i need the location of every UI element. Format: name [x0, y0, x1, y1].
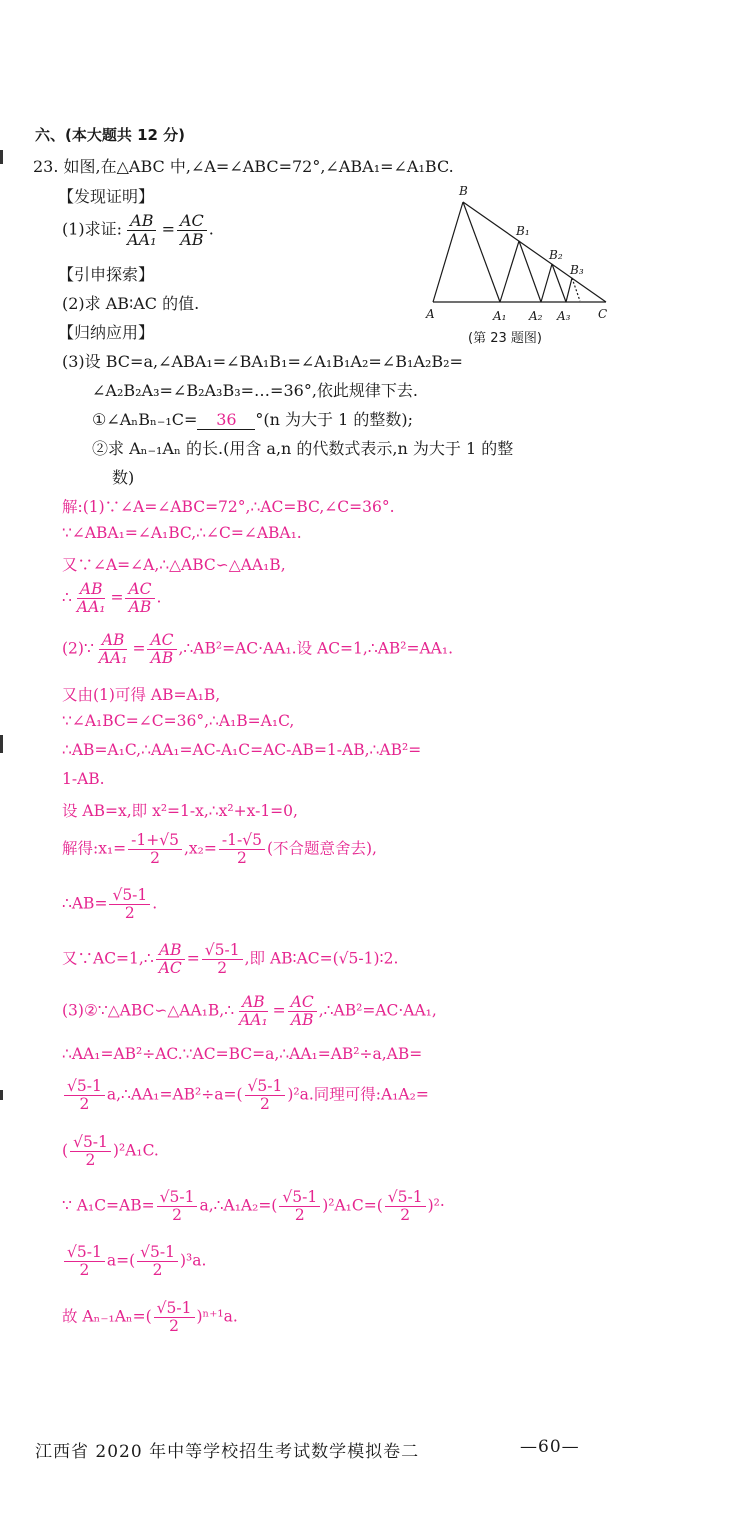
solution-line-18 — [62, 1189, 445, 1224]
l12-frac-den: 2 — [124, 904, 135, 923]
l05-prefix: (2)∵ — [62, 639, 94, 658]
q1-frac-right-den: AB — [180, 229, 204, 249]
footer-title: 江西省 2020 年中等学校招生考试数学模拟卷二 — [35, 1442, 420, 1462]
l18-frac3 — [385, 1189, 426, 1224]
l04-frac1 — [74, 581, 109, 616]
q3-sub1-suffix: °(n 为大于 1 的整数); — [255, 410, 414, 429]
l11-mid: ,x₂= — [184, 839, 217, 858]
question-3-sub1 — [92, 407, 413, 430]
tag-induce: 【归纳应用】 — [58, 323, 155, 342]
solution-line-8: ∴AB=A₁C,∴AA₁=AC-A₁C=AC-AB=1-AB,∴AB²= — [62, 741, 422, 759]
l04-frac2-num: AC — [125, 581, 154, 599]
l11-frac2-num: -1-√5 — [219, 832, 265, 850]
segment-A2B2 — [541, 264, 552, 302]
l13-prefix: 又∵AC=1,∴ — [62, 949, 154, 968]
label-A3: A₃ — [557, 309, 571, 323]
l11-prefix: 解得:x₁= — [62, 839, 127, 858]
page-number: —60— — [520, 1437, 580, 1457]
l11-frac2 — [219, 832, 265, 867]
l18-suffix: )²· — [427, 1196, 445, 1215]
l18-mid1: a,∴A₁A₂=( — [199, 1196, 278, 1215]
l18-frac3-den: 2 — [400, 1206, 411, 1225]
label-B3: B₃ — [570, 263, 584, 277]
l19-frac1 — [64, 1244, 105, 1279]
solution-line-17 — [62, 1134, 159, 1169]
l18-frac1 — [157, 1189, 198, 1224]
question-3-sub2-line2: 数) — [112, 468, 135, 487]
l20-suffix: )ⁿ⁺¹a. — [196, 1307, 238, 1326]
segment-A3B3 — [566, 278, 572, 302]
label-B2: B₂ — [549, 248, 563, 262]
solution-line-12: ∴AB= $\frac{√5-1}{2}$ . — [62, 886, 158, 923]
l13-suffix: ,即 AB∶AC=(√5-1)∶2. — [244, 949, 399, 968]
l12-prefix: ∴AB= — [62, 894, 108, 913]
label-B1: B₁ — [516, 224, 530, 238]
l05-frac1-den: AA₁ — [98, 649, 128, 668]
l20-frac-num: √5-1 — [154, 1300, 195, 1318]
solution-line-3: 又∵∠A=∠A,∴△ABC∽△AA₁B, — [62, 556, 286, 574]
l16-mid: a,∴AA₁=AB²÷a=( — [106, 1085, 243, 1104]
solution-line-20 — [62, 1300, 238, 1335]
solution-line-6: 又由(1)可得 AB=A₁B, — [62, 686, 221, 704]
l16-frac2-num: √5-1 — [245, 1078, 286, 1096]
l11-frac2-den: 2 — [236, 849, 247, 868]
l12-frac — [109, 887, 150, 922]
l19-suffix: )³a. — [179, 1251, 207, 1270]
l17-prefix: ( — [62, 1141, 69, 1160]
solution-line-5: (2)∵ $\frac{AB}{\text{AA₁}}$ = $\frac{AC}{AB}$ ,∴AB²=AC·AA₁.设 AC=1,∴AB²=AA₁. — [62, 631, 454, 668]
l18-frac2-num: √5-1 — [279, 1189, 320, 1207]
l05-frac2 — [147, 632, 176, 667]
l14-frac1 — [236, 994, 271, 1029]
l14-frac1-num: AB — [239, 994, 268, 1012]
l18-frac1-num: √5-1 — [157, 1189, 198, 1207]
binding-edge-mark — [0, 735, 3, 753]
l16-frac-num: √5-1 — [64, 1078, 105, 1096]
l14-frac1-den: AA₁ — [239, 1011, 268, 1030]
solution-line-11 — [62, 832, 377, 867]
question-3-sub2-line1: ②求 Aₙ₋₁Aₙ 的长.(用含 a,n 的代数式表示,n 为大于 1 的整 — [92, 439, 514, 458]
l05-frac1-num: AB — [99, 632, 128, 650]
l11-suffix: (不合题意舍去), — [266, 839, 377, 858]
l14-frac2-den: AB — [290, 1011, 314, 1030]
l05-frac2-num: AC — [147, 632, 176, 650]
l19-mid: a=( — [106, 1251, 136, 1270]
solution-line-16 — [62, 1078, 429, 1113]
problem-stem: 23. 如图,在△ABC 中,∠A=∠ABC=72°,∠ABA₁=∠A₁BC. — [33, 157, 454, 176]
l16-frac2-den: 2 — [260, 1095, 270, 1114]
l13-frac2-num: √5-1 — [202, 942, 243, 960]
l13-frac1-num: AB — [156, 942, 185, 960]
l05-frac2-den: AB — [150, 649, 174, 668]
q3-sub1-prefix: ①∠AₙBₙ₋₁C= — [92, 410, 198, 429]
solution-line-19 — [62, 1244, 206, 1279]
q1-frac-right-num: AC — [177, 212, 207, 231]
question-2: (2)求 AB∶AC 的值. — [62, 294, 200, 313]
q1-frac-left-num: AB — [127, 212, 156, 231]
side-AB — [433, 202, 463, 302]
solution-line-4: ∴ $\frac{AB}{\text{AA₁}}$ = $\frac{AC}{AB}$ . — [62, 580, 162, 617]
l16-frac2 — [245, 1078, 286, 1113]
figure-caption: (第 23 题图) — [468, 331, 542, 346]
solution-line-10: 设 AB=x,即 x²=1-x,∴x²+x-1=0, — [62, 802, 298, 820]
tag-discover: 【发现证明】 — [58, 187, 155, 206]
label-C: C — [598, 307, 608, 321]
l13-frac1 — [156, 942, 185, 977]
l19-frac1-num: √5-1 — [64, 1244, 105, 1262]
l17-suffix: )²A₁C. — [112, 1141, 159, 1160]
segment-B1A2 — [519, 241, 541, 302]
l04-frac1-num: AB — [77, 581, 106, 599]
l17-frac-den: 2 — [85, 1151, 96, 1170]
l18-mid2: )²A₁C=( — [322, 1196, 383, 1215]
solution-line-9: 1-AB. — [62, 770, 105, 788]
l14-suffix: ,∴AB²=AC·AA₁, — [318, 1001, 437, 1020]
l20-frac — [154, 1300, 195, 1335]
label-A: A — [426, 307, 435, 321]
l11-frac1-num: -1+√5 — [128, 832, 182, 850]
l17-frac-num: √5-1 — [70, 1134, 111, 1152]
l19-frac2-den: 2 — [152, 1261, 163, 1280]
q1-fraction-left — [124, 212, 160, 248]
binding-edge-mark — [0, 150, 3, 164]
side-BC — [463, 202, 606, 302]
l16-frac-den: 2 — [79, 1095, 90, 1114]
l11-frac1-den: 2 — [150, 849, 161, 868]
l12-frac-num: √5-1 — [109, 887, 150, 905]
l20-prefix: 故 Aₙ₋₁Aₙ=( — [62, 1307, 152, 1326]
q1-frac-left-den: AA₁ — [127, 229, 157, 249]
l04-frac2 — [125, 581, 154, 616]
l04-prefix: ∴ — [62, 588, 72, 607]
q1-fraction-right — [177, 212, 207, 248]
question-1: (1)求证: $\frac{AB}{\text{AA₁}}$ = $\frac{AC}{AB}$ . — [62, 211, 214, 249]
l04-frac2-den: AB — [128, 598, 152, 617]
solution-line-7: ∵∠A₁BC=∠C=36°,∴A₁B=A₁C, — [62, 712, 295, 730]
l19-frac2 — [137, 1244, 178, 1279]
solution-line-13: 又∵AC=1,∴ $\frac{AB}{AC}$ = $\frac{√5-1}{2}$ ,即 AB∶AC=(√5-1)∶2. — [62, 941, 399, 978]
l05-frac1 — [96, 632, 131, 667]
triangle-figure — [418, 180, 618, 350]
l11-frac1 — [128, 832, 182, 867]
l18-prefix: ∵ A₁C=AB= — [62, 1196, 155, 1215]
segment-A1B1 — [500, 241, 519, 302]
l13-frac2 — [202, 942, 243, 977]
l20-frac-den: 2 — [169, 1317, 180, 1336]
q1-prefix: (1)求证: — [62, 219, 123, 239]
l13-frac1-den: AC — [158, 959, 182, 978]
label-A1: A₁ — [493, 309, 507, 323]
l18-frac2-den: 2 — [294, 1206, 305, 1225]
label-A2: A₂ — [529, 309, 543, 323]
l16-suffix: )²a.同理可得:A₁A₂= — [287, 1085, 429, 1104]
l19-frac2-num: √5-1 — [137, 1244, 178, 1262]
l05-suffix: ,∴AB²=AC·AA₁.设 AC=1,∴AB²=AA₁. — [178, 639, 454, 658]
answer-blank: 36 — [197, 410, 255, 430]
l14-frac2-num: AC — [288, 994, 317, 1012]
l14-frac2 — [288, 994, 317, 1029]
tag-extend: 【引申探索】 — [58, 265, 155, 284]
question-3-line1: (3)设 BC=a,∠ABA₁=∠BA₁B₁=∠A₁B₁A₂=∠B₁A₂B₂= — [62, 352, 463, 371]
section-heading: 六、(本大题共 12 分) — [35, 126, 186, 144]
l14-prefix: (3)②∵△ABC∽△AA₁B,∴ — [62, 1001, 235, 1020]
l18-frac1-den: 2 — [172, 1206, 182, 1225]
question-3-line2: ∠A₂B₂A₃=∠B₂A₃B₃=…=36°,依此规律下去. — [92, 381, 418, 400]
solution-line-2: ∵∠ABA₁=∠A₁BC,∴∠C=∠ABA₁. — [62, 524, 302, 542]
solution-line-14: (3)②∵△ABC∽△AA₁B,∴ $\frac{AB}{\text{AA₁}}$ = $\frac{AC}{AB}$ ,∴AB²=AC·AA₁, — [62, 993, 437, 1030]
segment-BA1 — [463, 202, 500, 302]
l17-frac — [70, 1134, 111, 1169]
l04-frac1-den: AA₁ — [76, 598, 106, 617]
binding-edge-mark — [0, 1090, 3, 1100]
l18-frac2 — [279, 1189, 320, 1224]
l19-frac1-den: 2 — [79, 1261, 90, 1280]
l18-frac3-num: √5-1 — [385, 1189, 426, 1207]
l16-frac — [64, 1078, 105, 1113]
l13-frac2-den: 2 — [217, 959, 228, 978]
label-B: B — [459, 184, 468, 198]
solution-line-1: 解:(1)∵∠A=∠ABC=72°,∴AC=BC,∠C=36°. — [62, 498, 395, 516]
solution-line-15: ∴AA₁=AB²÷AC.∵AC=BC=a,∴AA₁=AB²÷a,AB= — [62, 1045, 423, 1063]
